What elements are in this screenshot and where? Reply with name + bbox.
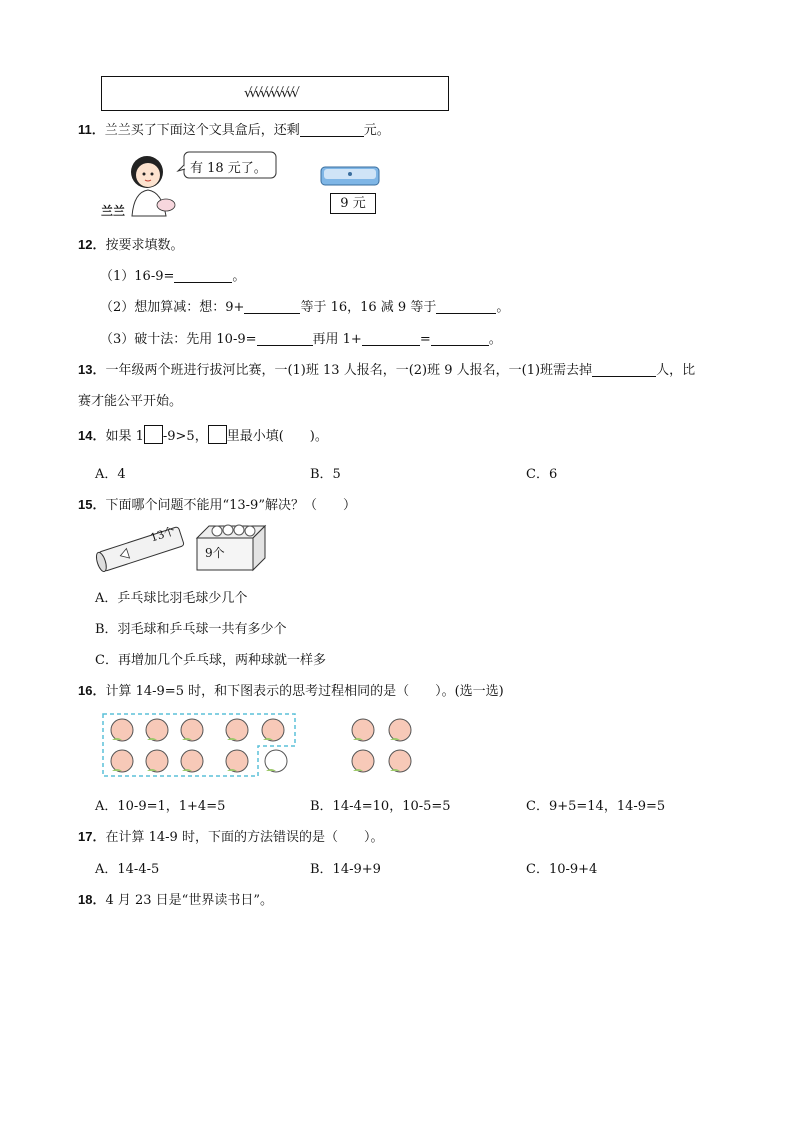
question-17: 17．在计算 14-9 时，下面的方法错误的是（ ）。 bbox=[78, 829, 384, 845]
q14-option-b[interactable]: B．5 bbox=[310, 467, 341, 482]
digit-box[interactable] bbox=[208, 425, 227, 444]
question-12: 12．按要求填数。 bbox=[78, 237, 184, 253]
question-number: 18． bbox=[78, 892, 106, 907]
answer-blank[interactable] bbox=[244, 299, 300, 314]
peach-icon bbox=[262, 719, 284, 741]
question-number: 11． bbox=[78, 122, 105, 137]
peach-icon bbox=[226, 750, 248, 772]
tube-label: 13个 bbox=[148, 524, 177, 545]
question-number: 13． bbox=[78, 362, 106, 377]
price-tag: 9 元 bbox=[330, 193, 376, 214]
peach-icon bbox=[226, 719, 248, 741]
answer-blank[interactable] bbox=[592, 362, 656, 377]
question-13: 13．一年级两个班进行拔河比赛，一(1)班 13 人报名，一(2)班 9 人报名，一(1)班需去掉 人，比 bbox=[78, 362, 696, 378]
peach-icon bbox=[389, 719, 411, 741]
peach-icon bbox=[352, 719, 374, 741]
q14-option-a[interactable]: A．4 bbox=[95, 467, 126, 482]
q12-part-2: （2）想加算减：想：9+ 等于 16，16 减 9 等于 。 bbox=[100, 300, 510, 315]
answer-blank[interactable] bbox=[431, 331, 489, 346]
question-16: 16．计算 14-9=5 时，和下图表示的思考过程相同的是（ ）。(选一选) bbox=[78, 683, 504, 699]
question-14: 14．如果 1 -9>5， 里最小填( )。 bbox=[78, 425, 328, 444]
peach-icon bbox=[146, 750, 168, 772]
question-18: 18．4 月 23 日是“世界读书日”。 bbox=[78, 892, 273, 908]
answer-blank[interactable] bbox=[174, 268, 232, 283]
box-label: 9个 bbox=[205, 546, 225, 560]
question-number: 17． bbox=[78, 829, 106, 844]
speech-text: 有 18 元了。 bbox=[190, 161, 267, 176]
girl-name-label: 兰兰 bbox=[101, 204, 126, 218]
pencil-box-illustration bbox=[320, 163, 380, 189]
peach-icon bbox=[111, 750, 133, 772]
q12-part-1: （1）16-9= 。 bbox=[100, 269, 246, 284]
question-15: 15．下面哪个问题不能用“13-9”解决？（ ） bbox=[78, 497, 356, 513]
answer-blank[interactable] bbox=[436, 299, 496, 314]
peach-grouping-illustration bbox=[100, 710, 420, 780]
peach-icon bbox=[181, 719, 203, 741]
question-number: 12． bbox=[78, 237, 106, 252]
q15-option-a[interactable]: A．乒乓球比羽毛球少几个 bbox=[95, 591, 248, 606]
question-11: 11．兰兰买了下面这个文具盒后，还剩 元。 bbox=[78, 122, 390, 138]
peach-icon bbox=[146, 719, 168, 741]
q17-option-c[interactable]: C．10-9+4 bbox=[526, 862, 598, 877]
q15-option-c[interactable]: C．再增加几个乒乓球，两种球就一样多 bbox=[95, 653, 326, 668]
q16-option-a[interactable]: A．10-9=1，1+4=5 bbox=[95, 799, 226, 814]
q15-option-b[interactable]: B．羽毛球和乒乓球一共有多少个 bbox=[95, 622, 287, 637]
answer-blank[interactable] bbox=[300, 122, 364, 137]
answer-blank[interactable] bbox=[257, 331, 313, 346]
checkmarks-text: √√√√√√√√√√ bbox=[244, 86, 297, 101]
q17-option-b[interactable]: B．14-9+9 bbox=[310, 862, 381, 877]
q12-part-3: （3）破十法：先用 10-9= 再用 1+ = 。 bbox=[100, 332, 502, 347]
question-number: 16． bbox=[78, 683, 106, 698]
question-number: 14． bbox=[78, 428, 106, 443]
answer-blank[interactable] bbox=[362, 331, 420, 346]
q16-option-c[interactable]: C．9+5=14，14-9=5 bbox=[526, 799, 666, 814]
question-13-line-2: 赛才能公平开始。 bbox=[78, 394, 183, 409]
q16-option-b[interactable]: B．14-4=10，10-5=5 bbox=[310, 799, 451, 814]
q14-option-c[interactable]: C．6 bbox=[526, 467, 558, 482]
q17-option-a[interactable]: A．14-4-5 bbox=[95, 862, 160, 877]
peach-icon bbox=[265, 750, 287, 772]
digit-box[interactable] bbox=[144, 425, 163, 444]
peach-icon bbox=[111, 719, 133, 741]
question-number: 15． bbox=[78, 497, 106, 512]
peach-icon bbox=[181, 750, 203, 772]
peach-icon bbox=[352, 750, 374, 772]
peach-icon bbox=[389, 750, 411, 772]
